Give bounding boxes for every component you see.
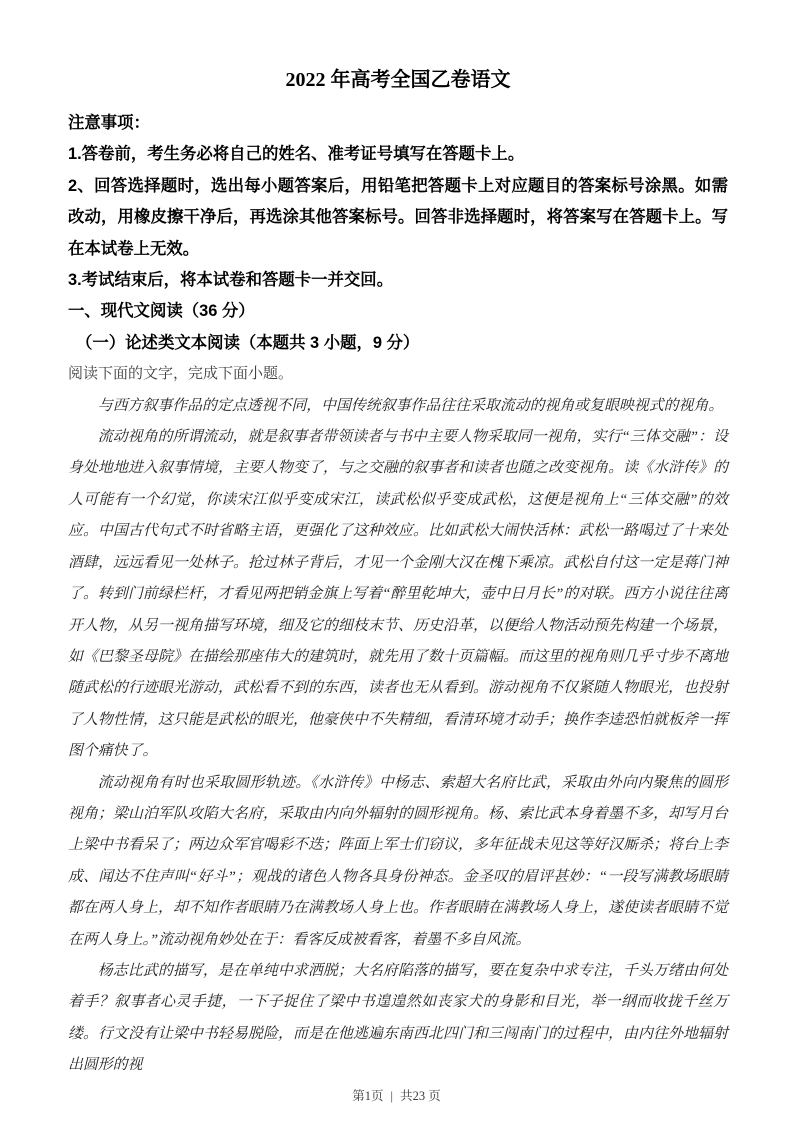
passage-paragraph-4: 杨志比武的描写，是在单纯中求洒脱；大名府陷落的描写，要在复杂中求专注，千头万绪由何处着手？叙事者心灵手捷，一下子捉住了梁中书遑遑然如丧家犬的身影和目光，举一纲而收拢千丝万缕。行文没有让梁中书轻易脱险，而是在他逃遍东南西北四门和三闯南门的过程中，由内往外地辐射出圆形的视: [68, 962, 728, 1074]
passage-paragraph-1: 与西方叙事作品的定点透视不同，中国传统叙事作品往往采取流动的视角或复眼映视式的视角。: [97, 397, 724, 414]
page-title: 2022 年高考全国乙卷语文: [285, 69, 511, 91]
notice-item-1: 1.答卷前，考生务必将自己的姓名、准考证号填写在答题卡上。: [68, 145, 525, 164]
footer-separator: |: [390, 1089, 394, 1103]
notice-heading: 注意事项：: [68, 114, 150, 132]
notice-section: [68, 108, 728, 296]
passage-paragraph-3: 流动视角有时也采取圆形轨迹。《水浒传》中杨志、索超大名府比武，采取由外向内聚焦的圆形视角；梁山泊军队攻陷大名府，采取由内向外辐射的圆形视角。杨、索比武本身着墨不多，却写月台上梁中书看呆了；两边众军官喝彩不迭；阵面上军士们窃议，多年征战未见这等好汉厮杀；将台上李成、闻达不住声叫“好斗”；观战的诸色人物各具身份神态。金圣叹的眉评甚妙：“一段写满教场眼睛都在两人身上，却不知作者眼睛乃在满教场人身上也。作者眼睛在满教场人身上，遂使读者眼睛不觉在两人身上。”流动视角妙处在于：看客反成被看客，着墨不多自风流。: [68, 774, 728, 948]
footer-total-pages: 共23 页: [400, 1089, 441, 1103]
notice-item-2: 2、回答选择题时，选出每小题答案后，用铅笔把答题卡上对应题目的答案标号涂黑。如需改动，用橡皮擦干净后，再选涂其他答案标号。回答非选择题时，将答案写在答题卡上。写在本试卷上无效。: [68, 176, 728, 258]
page-content: [68, 66, 728, 1082]
reading-instruction: 阅读下面的文字，完成下面小题。: [68, 366, 294, 383]
section-heading-modern-text-reading: 一、现代文阅读（36 分）: [68, 302, 255, 321]
notice-item-3: 3.考试结束后，将本试卷和答题卡一并交回。: [68, 271, 394, 290]
footer-current-page: 第1页: [352, 1089, 384, 1103]
page-footer: [0, 1086, 793, 1106]
subsection-heading-argumentative-text: （一）论述类文本阅读（本题共 3 小题，9 分）: [76, 333, 420, 352]
passage-paragraph-2: 流动视角的所谓流动，就是叙事者带领读者与书中主要人物采取同一视角，实行“三体交融”：设身处地地进入叙事情境，主要人物变了，与之交融的叙事者和读者也随之改变视角。读《水浒传》的人可能有一个幻觉，你读宋江似乎变成宋江，读武松似乎变成武松，这便是视角上“三体交融”的效应。中国古代句式不时省略主语，更强化了这种效应。比如武松大闹快活林：武松一路喝过了十来处酒肆，远远看见一处林子。抢过林子背后，才见一个金刚大汉在槐下乘凉。武松自付这一定是蒋门神了。转到门前绿栏杆，才看见两把销金旗上写着“醉里乾坤大，壶中日月长”的对联。西方小说往往离开人物，从另一视角描写环境，细及它的细枝末节、历史沿革，以便给人物活动预先构建一个场景，如《巴黎圣母院》在描绘那座伟大的建筑时，就先用了数十页篇幅。而这里的视角则几乎寸步不离地随武松的行迹眼光游动，武松看不到的东西，读者也无从看到。游动视角不仅紧随人物眼光，也投射了人物性情，这只能是武松的眼光，他豪侠中不失精细，看清环境才动手；换作李逵恐怕就板斧一挥图个痛快了。: [68, 429, 728, 760]
passage-body: [68, 391, 728, 1082]
